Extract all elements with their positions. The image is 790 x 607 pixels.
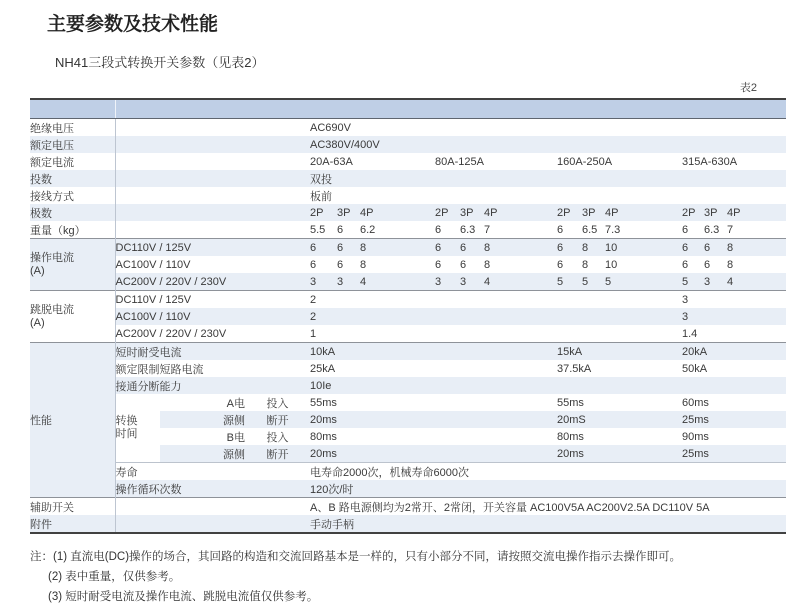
value-cell: 4P: [484, 204, 557, 221]
row-trip-current-ac200: [30, 325, 786, 343]
value-cell: 80A-125A: [435, 155, 484, 168]
value-cell: 双投: [310, 170, 786, 187]
value-cell: 10: [605, 239, 682, 257]
value-cell: 2P: [557, 204, 582, 221]
value-cell: 90ms: [682, 430, 709, 443]
row-label: 重量（kg）: [30, 224, 86, 237]
value-cell: 20ms: [310, 445, 557, 463]
section-label-op-current: 操作电流 (A): [30, 239, 115, 291]
value-cell: 10kA: [310, 343, 557, 361]
page: [0, 9, 790, 607]
value-cell: 5: [557, 273, 582, 291]
value-cell: 7: [727, 223, 734, 236]
footnote-1: 注：(1) 直流电(DC)操作的场合，其回路的构造和交流回路基本是一样的，只有小部分不同，请按照交流电操作指示去操作即可。: [30, 551, 682, 563]
value-cell: 5: [582, 273, 605, 291]
value-cell: 10: [605, 258, 618, 271]
gap-cell: [115, 498, 310, 516]
sub-label: AC200V / 220V / 230V: [115, 325, 310, 343]
value-cell: 6: [310, 258, 317, 271]
row-label: 接线方式: [30, 190, 74, 203]
page-subtitle: NH41三段式转换开关参数（见表2）: [55, 55, 265, 70]
row-aux-switch: [30, 498, 786, 516]
row-transfer-a-on: [30, 394, 786, 411]
row-throws: [30, 170, 786, 187]
value-cell: 1.4: [682, 327, 698, 340]
row-op-current-dc: [30, 239, 786, 257]
transfer-source: B电: [226, 431, 245, 444]
value-cell: 37.5kA: [557, 362, 592, 375]
value-cell: 6: [682, 258, 689, 271]
value-cell: 6.3: [460, 223, 476, 236]
table-tag: 表2: [739, 82, 757, 94]
value-cell: 315A-630A: [682, 155, 738, 168]
header-cell-right: [115, 99, 786, 119]
value-cell: 20mS: [557, 411, 682, 428]
section-label-trip-current: 跳脱电流 (A): [30, 291, 115, 343]
value-cell: 20ms: [310, 411, 557, 428]
value-cell: 手动手柄: [310, 515, 786, 533]
sub-label: 接通分断能力: [115, 377, 310, 394]
value-cell: 25ms: [682, 445, 786, 463]
value-cell: 8: [582, 258, 589, 271]
transfer-action: 断开: [245, 445, 310, 463]
transfer-source: 源侧: [160, 411, 245, 428]
value-cell: 25kA: [310, 362, 336, 375]
row-trip-current-dc: [30, 291, 786, 309]
row-wiring: [30, 187, 786, 204]
gap-cell: [115, 515, 310, 533]
sub-label: AC200V / 220V / 230V: [115, 273, 310, 291]
value-cell: 6: [337, 223, 344, 236]
value-cell: 6: [557, 258, 564, 271]
gap-cell: [115, 221, 310, 239]
value-cell: 3: [435, 273, 460, 291]
sub-label: 额定限制短路电流: [115, 360, 310, 377]
value-cell: 2: [310, 308, 682, 325]
value-cell: 8: [360, 258, 367, 271]
sub-label-transfer-time: 转换 时间: [115, 394, 160, 463]
gap-cell: [115, 136, 310, 153]
gap-cell: [115, 153, 310, 170]
row-label: 绝缘电压: [30, 122, 74, 135]
row-short-time-withstand: [30, 343, 786, 361]
value-cell: 8: [727, 239, 786, 257]
value-cell: 板前: [310, 190, 332, 203]
value-cell: 2P: [435, 204, 460, 221]
value-cell: 6: [337, 239, 360, 257]
value-cell: 5: [605, 273, 682, 291]
section-label-performance: 性能: [30, 343, 115, 498]
row-label: 投数: [30, 170, 115, 187]
value-cell: 20ms: [557, 445, 682, 463]
sub-label: AC100V / 110V: [115, 256, 310, 273]
row-label: 附件: [30, 515, 115, 533]
header-cell-left: [30, 99, 115, 119]
value-cell: 4P: [605, 204, 682, 221]
value-cell: 6: [460, 258, 467, 271]
value-cell: A、B 路电源侧均为2常开、2常闭，开关容量 AC100V5A AC200V2.5A DC110V 5A: [310, 498, 786, 516]
value-cell: 1: [310, 327, 317, 340]
value-cell: 电寿命2000次，机械寿命6000次: [310, 463, 786, 481]
gap-cell: [115, 170, 310, 187]
sub-label: AC100V / 110V: [115, 308, 310, 325]
value-cell: AC380V/400V: [310, 136, 786, 153]
value-cell: 20A-63A: [310, 155, 353, 168]
value-cell: 80ms: [557, 430, 584, 443]
page-title: 主要参数及技术性能: [47, 14, 219, 35]
sub-label: DC110V / 125V: [115, 291, 310, 309]
value-cell: 6: [310, 239, 337, 257]
value-cell: 3P: [460, 204, 484, 221]
row-making-breaking: [30, 377, 786, 394]
spec-table: [30, 98, 786, 534]
value-cell: 6: [704, 258, 711, 271]
gap-cell: [115, 204, 310, 221]
footnote-2: (2) 表中重量，仅供参考。: [48, 571, 181, 583]
sub-label: 短时耐受电流: [115, 343, 310, 361]
value-cell: 20kA: [682, 343, 786, 361]
value-cell: 6.5: [582, 223, 598, 236]
value-cell: 3: [704, 273, 727, 291]
value-cell: 8: [484, 258, 491, 271]
value-cell: 6: [682, 223, 689, 236]
value-cell: 60ms: [682, 396, 709, 409]
value-cell: 4: [360, 273, 435, 291]
value-cell: 3P: [704, 204, 727, 221]
row-life: [30, 463, 786, 481]
row-label: 额定电压: [30, 136, 115, 153]
value-cell: 6: [435, 258, 442, 271]
value-cell: 4P: [360, 204, 435, 221]
value-cell: 6: [460, 239, 484, 257]
row-label: 辅助开关: [30, 498, 115, 516]
value-cell: 80ms: [310, 430, 337, 443]
value-cell: 3P: [582, 204, 605, 221]
value-cell: 8: [360, 239, 435, 257]
row-op-current-ac200: [30, 273, 786, 291]
value-cell: 2: [310, 291, 682, 309]
value-cell: 2P: [310, 204, 337, 221]
value-cell: AC690V: [310, 121, 351, 134]
value-cell: 7: [484, 223, 491, 236]
value-cell: 55ms: [310, 396, 337, 409]
value-cell: 4: [484, 273, 557, 291]
value-cell: 3: [460, 273, 484, 291]
value-cell: 8: [582, 239, 605, 257]
value-cell: 10Ie: [310, 377, 786, 394]
row-rated-voltage: [30, 136, 786, 153]
value-cell: 4: [727, 273, 786, 291]
footnotes: [30, 547, 790, 607]
value-cell: 3: [682, 308, 786, 325]
value-cell: 6: [435, 223, 442, 236]
value-cell: 3P: [337, 204, 360, 221]
value-cell: 50kA: [682, 362, 708, 375]
sub-label: DC110V / 125V: [115, 239, 310, 257]
value-cell: 6: [682, 239, 704, 257]
value-cell: 55ms: [557, 396, 584, 409]
row-accessories: [30, 515, 786, 533]
value-cell: 7.3: [605, 223, 621, 236]
value-cell: 8: [727, 258, 734, 271]
row-trip-current-ac100: [30, 308, 786, 325]
value-cell: 160A-250A: [557, 155, 613, 168]
transfer-source: A电: [226, 397, 245, 410]
gap-cell: [115, 119, 310, 137]
value-cell: 5.5: [310, 223, 326, 236]
row-poles: [30, 204, 786, 221]
value-cell: 3: [682, 291, 786, 309]
row-op-current-ac100: [30, 256, 786, 273]
transfer-action: 投入: [266, 397, 289, 410]
value-cell: 6: [435, 239, 460, 257]
row-rated-current: [30, 153, 786, 170]
transfer-action: 断开: [245, 411, 310, 428]
value-cell: 6: [337, 258, 344, 271]
gap-cell: [115, 187, 310, 204]
value-cell: 25ms: [682, 411, 786, 428]
value-cell: 3: [337, 273, 360, 291]
row-label: 极数: [30, 204, 115, 221]
value-cell: 15kA: [557, 343, 682, 361]
row-limited-short-circuit: [30, 360, 786, 377]
value-cell: 6: [557, 239, 582, 257]
row-insulation-voltage: [30, 119, 786, 137]
value-cell: 6.3: [704, 223, 720, 236]
transfer-action: 投入: [266, 431, 289, 444]
row-cycles: [30, 480, 786, 498]
footnote-3: (3) 短时耐受电流及操作电流、跳脱电流值仅供参考。: [48, 591, 319, 603]
sub-label: 寿命: [115, 463, 310, 481]
row-weight: [30, 221, 786, 239]
sub-label: 操作循环次数: [115, 480, 310, 498]
transfer-source: 源侧: [160, 445, 245, 463]
value-cell: 5: [682, 273, 704, 291]
value-cell: 2P: [682, 204, 704, 221]
value-cell: 3: [310, 273, 337, 291]
value-cell: 6.2: [360, 223, 376, 236]
value-cell: 6: [704, 239, 727, 257]
row-label: 额定电流: [30, 156, 74, 169]
table-header-row: [30, 99, 786, 119]
value-cell: 6: [557, 223, 564, 236]
value-cell: 8: [484, 239, 557, 257]
value-cell: 4P: [727, 204, 786, 221]
value-cell: 120次/时: [310, 480, 786, 498]
